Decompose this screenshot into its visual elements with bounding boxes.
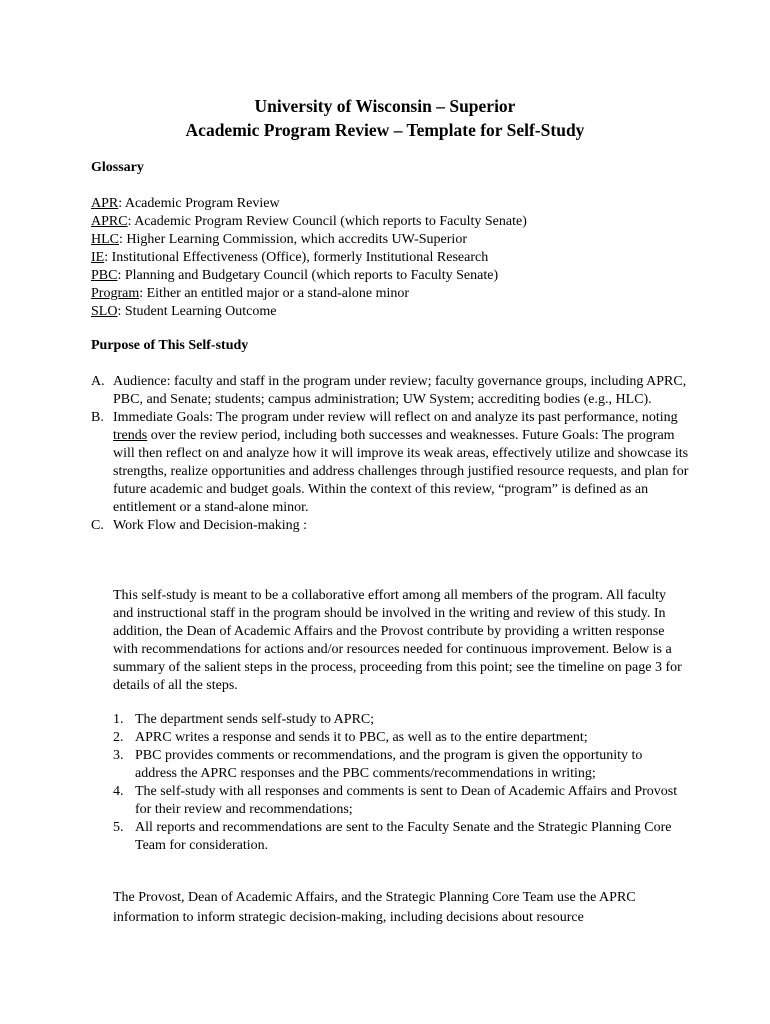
glossary-term: IE (91, 250, 105, 265)
purpose-list (91, 373, 691, 535)
list-marker: B. (91, 410, 104, 425)
glossary-list (91, 195, 527, 321)
glossary-item (91, 249, 527, 267)
step-number: 3. (113, 748, 124, 763)
glossary-definition: : Student Learning Outcome (117, 304, 277, 319)
glossary-definition: : Academic Program Review (118, 196, 280, 211)
list-marker: A. (91, 374, 105, 389)
glossary-heading: Glossary (91, 160, 144, 175)
glossary-item (91, 303, 527, 321)
purpose-item-text: Immediate Goals: The program under review will reflect on and analyze its past performance, noting (113, 410, 678, 425)
glossary-definition: : Academic Program Review Council (which reports to Faculty Senate) (127, 214, 527, 229)
glossary-term: APR (91, 196, 119, 211)
step-text: All reports and recommendations are sent to the Faculty Senate and the Strategic Planning Core Team for consideration. (135, 820, 672, 853)
glossary-item (91, 285, 527, 303)
step-number: 4. (113, 784, 124, 799)
step-number: 5. (113, 820, 124, 835)
purpose-item-text: Audience: faculty and staff in the program under review; faculty governance groups, including APRC, PBC, and Senate; students; campus administration; UW System; accrediting bodies (e.g., HLC). (113, 374, 687, 407)
step-text: APRC writes a response and sends it to PBC, as well as to the entire department; (135, 730, 588, 745)
glossary-term: HLC (91, 232, 119, 247)
underlined-word: trends (113, 428, 148, 443)
step-number: 1. (113, 712, 124, 727)
list-item (113, 711, 683, 729)
workflow-steps-list (113, 711, 683, 855)
purpose-item-b (91, 409, 691, 517)
document-title-line-1: University of Wisconsin – Superior (254, 96, 516, 116)
purpose-item-text: Work Flow and Decision-making : (113, 518, 308, 533)
glossary-definition: : Higher Learning Commission, which accredits UW-Superior (119, 232, 467, 247)
glossary-term: APRC (91, 214, 128, 229)
glossary-term: Program (91, 286, 140, 301)
document-title-line-2: Academic Program Review – Template for Self-Study (185, 120, 585, 140)
workflow-paragraph: This self-study is meant to be a collaborative effort among all members of the program. All faculty and instructional staff in the program should be involved in the writing and review of this study. In addition, the Dean of Academic Affairs and the Provost contribute by providing a written response with recommendations for actions and/or resources needed for continuous improvement. Below is a summary of the salient steps in the process, proceeding from this point; see the timeline on page 3 for details of all the steps. (113, 588, 682, 693)
closing-paragraph: The Provost, Dean of Academic Affairs, and the Strategic Planning Core Team use the APRC information to inform strategic decision-making, including decisions about resource (113, 890, 636, 925)
list-marker: C. (91, 518, 104, 533)
glossary-term: PBC (91, 268, 118, 283)
glossary-item (91, 195, 527, 213)
purpose-heading: Purpose of This Self-study (91, 338, 249, 353)
glossary-item (91, 267, 527, 285)
list-item (113, 747, 683, 783)
purpose-item-text: over the review period, including both successes and weaknesses. Future Goals: The program will then reflect on and analyze how it will improve its weak areas, effectively utilize and showcase its strengths, realize opportunities and address challenges through justified resource requests, and plan for future academic and budget goals. Within the context of this review, “program” is defined as an entitlement or a stand-alone minor. (113, 428, 689, 515)
purpose-item-a (91, 373, 691, 409)
glossary-item (91, 231, 527, 249)
step-text: The self-study with all responses and comments is sent to Dean of Academic Affairs and Provost for their review and recommendations; (135, 784, 678, 817)
list-item (113, 729, 683, 747)
purpose-item-c (91, 517, 691, 535)
list-item (113, 783, 683, 819)
glossary-item (91, 213, 527, 231)
glossary-term: SLO (91, 304, 118, 319)
glossary-definition: : Planning and Budgetary Council (which reports to Faculty Senate) (117, 268, 499, 283)
glossary-definition: : Institutional Effectiveness (Office), formerly Institutional Research (104, 250, 489, 265)
step-text: PBC provides comments or recommendations, and the program is given the opportunity to address the APRC responses and the PBC comments/recommendations in writing; (135, 748, 643, 781)
glossary-definition: : Either an entitled major or a stand-alone minor (139, 286, 410, 301)
list-item (113, 819, 683, 855)
step-number: 2. (113, 730, 124, 745)
step-text: The department sends self-study to APRC; (135, 712, 375, 727)
